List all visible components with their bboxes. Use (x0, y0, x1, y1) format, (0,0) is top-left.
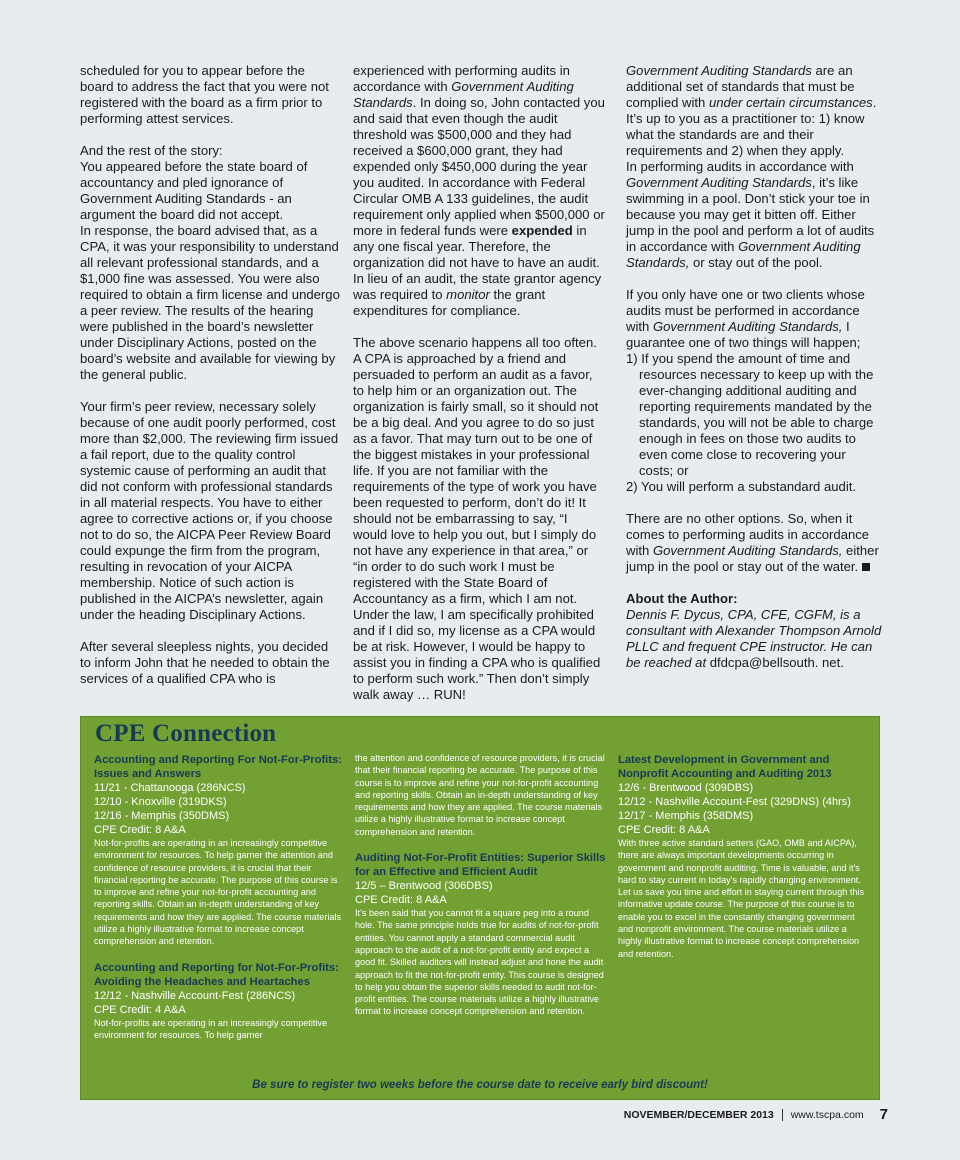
article-column-3 (626, 63, 882, 671)
author-email: dfdcpa@bellsouth. net. (706, 655, 844, 670)
paragraph: In performing audits in accordance with Government Auditing Standards, it’s like swimming in a pool. Don’t stick your toe in because you may get it bitten off. Either jump in the pool and perform a lot of audits in accordance with Government Auditing Standards, or stay out of the pool. (626, 159, 875, 270)
end-square-icon (862, 563, 870, 571)
divider (782, 1109, 783, 1121)
course-description: With three active standard setters (GAO, OMB and AICPA), there are always important developments occurring in government and nonprofit auditing. Time is valuable, and it's hard to stay current in today's rapidly changing environment. Let us save you time and effort in staying current through this informative update course. The purpose of this course is to enable you to excel in the constantly changing government and nonprofit environment. The course materials utilize a highly illustrative format to increase concept comprehension and retention. (618, 838, 865, 959)
course-session: 12/16 - Memphis (350DMS) (94, 810, 230, 822)
course-session: 12/12 - Nashville Account-Fest (286NCS) (94, 989, 296, 1002)
cpe-connection-box (80, 716, 880, 1100)
article-column-2 (353, 63, 605, 703)
paragraph: In response, the board advised that, as a CPA, it was your responsibility to understand all relevant professional standards, and a $1,000 fine was assessed. You were also required to obtain a firm license and undergo a peer review. The results of the hearing were published in the board’s newsletter under Disciplinary Actions, posted on the board’s website and available for viewing by the general public. (80, 223, 340, 382)
course-title: Auditing Not-For-Profit Entities: Superior Skills for an Effective and Efficient Audit (355, 852, 606, 879)
paragraph: If you only have one or two clients whose audits must be performed in accordance with Government Auditing Standards, I guarantee one of two things will happen; (626, 287, 865, 350)
page-number: 7 (879, 1106, 888, 1123)
course-session: 12/17 - Memphis (358DMS) (618, 810, 754, 822)
paragraph: After several sleepless nights, you decided to inform John that he needed to obtain the services of a qualified CPA who is (80, 639, 330, 686)
paragraph: The above scenario happens all too often. A CPA is approached by a friend and persuaded to perform an audit as a favor, to help him or an organization out. The organization is fairly small, so it should not be a big deal. And you agree to do so just as a favor. That may turn out to be one of the biggest mistakes in your professional life. If you are not familiar with the requirements of the type of work you have been requested to perform, don’t do it! It should not be embarrassing to say, “I would love to help you out, but I simply do not have any experience in that area,” or “in order to do such work I must be registered with the State Board of Accountancy as a firm, which I am not. Under the law, I am specifically prohibited and if I did so, my license as a CPA would be at risk. However, I would be happy to assist you in finding a CPA who is qualified to perform such work.” Then don’t simply walk away … RUN! (353, 335, 601, 702)
paragraph: You appeared before the state board of accountancy and pled ignorance of Government Auditing Standards - an argument the board did not accept. (80, 159, 308, 222)
course-session: 11/21 - Chattanooga (286NCS) (94, 782, 246, 794)
course-description: the attention and confidence of resource providers, it is crucial that their financial reporting be accurate. The purpose of this course is to improve and refine your not-for-profit accounting and reporting skills. Obtain an in-depth understanding of key requirements and how they are applied. The course materials utilize a highly illustrative format to increase concept comprehension and retention. (355, 753, 605, 837)
course-title: Accounting and Reporting for Not-For-Profits: Avoiding the Headaches and Heartaches (94, 961, 339, 988)
course-title: Latest Development in Government and Nonprofit Accounting and Auditing 2013 (618, 754, 832, 780)
course-description: Not-for-profits are operating in an increasingly competitive environment for resources. To help garner (94, 1017, 328, 1040)
website-url: www.tscpa.com (790, 1108, 864, 1121)
page-footer (624, 1106, 888, 1123)
course-session: 12/12 - Nashville Account-Fest (329DNS) (4hrs) (618, 796, 851, 808)
paragraph: experienced with performing audits in accordance with Government Auditing Standards. In doing so, John contacted you and said that even though the audit threshold was $500,000 and they had received a $600,000 grant, they had expended only $450,000 during the year you audited. In accordance with Federal Circular OMB A 133 guidelines, the audit requirement only applied when $500,000 or more in federal funds were expended in any one fiscal year. Therefore, the organization did not have to have an audit. In lieu of an audit, the state grantor agency was required to monitor the grant expenditures for compliance. (353, 63, 605, 318)
course-title: Accounting and Reporting For Not-For-Profits: Issues and Answers (94, 754, 342, 780)
course-session: 12/6 - Brentwood (309DBS) (618, 782, 754, 794)
course-credit: CPE Credit: 8 A&A (618, 824, 710, 836)
author-bio: Dennis F. Dycus, CPA, CFE, CGFM, is a consultant with Alexander Thompson Arnold PLLC and frequent CPE instructor. He can be reached at dfdcpa@bellsouth. net. (626, 607, 882, 670)
cpe-registration-note: Be sure to register two weeks before the course date to receive early bird discount! (252, 1079, 708, 1091)
list-item: 2) You will perform a substandard audit. (626, 479, 857, 494)
course-description: Not-for-profits are operating in an increasingly competitive environment for resources. To help garner the attention and confidence of resource providers, it is crucial that their financial reporting be accurate. The purpose of this course is to improve and refine your not-for-profit accounting and reporting skills. Obtain an in-depth understanding of key requirements and how they are applied. The course materials utilize a highly illustrative format to increase concept comprehension and retention. (94, 838, 342, 947)
course-credit: CPE Credit: 8 A&A (355, 894, 447, 907)
author-heading: About the Author: (626, 591, 738, 606)
paragraph-heading: And the rest of the story: (80, 143, 223, 158)
course-session: 12/5 – Brentwood (306DBS) (355, 880, 493, 893)
article-column-1 (80, 63, 342, 687)
cpe-column-3 (618, 753, 872, 960)
course-credit: CPE Credit: 4 A&A (94, 1003, 186, 1016)
list-item: 1) If you spend the amount of time and resources necessary to keep up with the ever-changing additional auditing and reporting requirements mandated by the standards, you will not be able to charge enough in fees on those two audits to even come close to recovering your costs; or (626, 351, 874, 478)
course-session: 12/10 - Knoxville (319DKS) (94, 796, 227, 808)
cpe-column-1 (94, 753, 346, 1041)
course-description: It’s been said that you cannot fit a square peg into a round hole. The same principle holds true for audits of not-for-profit entities. You cannot apply a standard commercial audit approach to the audit of a not-for-profit entity and expect a good fit. Skilled auditors will instead adjust and hone the audit approach to fit the not-for-profit entity. This course is designed to help you obtain the superior skills needed to audit not-for-profit entities. The course materials utilize a highly illustrative format to increase concept comprehension and retention. (355, 908, 604, 1017)
paragraph: Government Auditing Standards are an additional set of standards that must be complied with under certain circumstances. It’s up to you as a practitioner to: 1) know what the standards are and their requirements and 2) when they apply. (626, 63, 877, 158)
course-credit: CPE Credit: 8 A&A (94, 824, 186, 836)
paragraph: There are no other options. So, when it comes to performing audits in accordance with Government Auditing Standards, either jump in the pool or stay out of the water. (626, 511, 879, 574)
cpe-title: CPE Connection (95, 720, 277, 747)
cpe-column-2 (355, 752, 609, 1018)
issue-date: NOVEMBER/DECEMBER 2013 (623, 1108, 774, 1121)
paragraph: Your firm’s peer review, necessary solely because of one audit poorly performed, cost more than $2,000. The reviewing firm issued a fail report, due to the quality control systemic cause of performing an audit that did not conform with professional standards in all material respects. You have to either agree to corrective actions or, if you choose not to do so, the AICPA Peer Review Board could expunge the firm from the program, resulting in revocation of your AICPA membership. Notice of such action is published in the AICPA’s newsletter, again under the heading Disciplinary Actions. (80, 399, 339, 622)
paragraph: scheduled for you to appear before the board to address the fact that you were not registered with the board as a firm prior to performing attest services. (80, 63, 329, 126)
